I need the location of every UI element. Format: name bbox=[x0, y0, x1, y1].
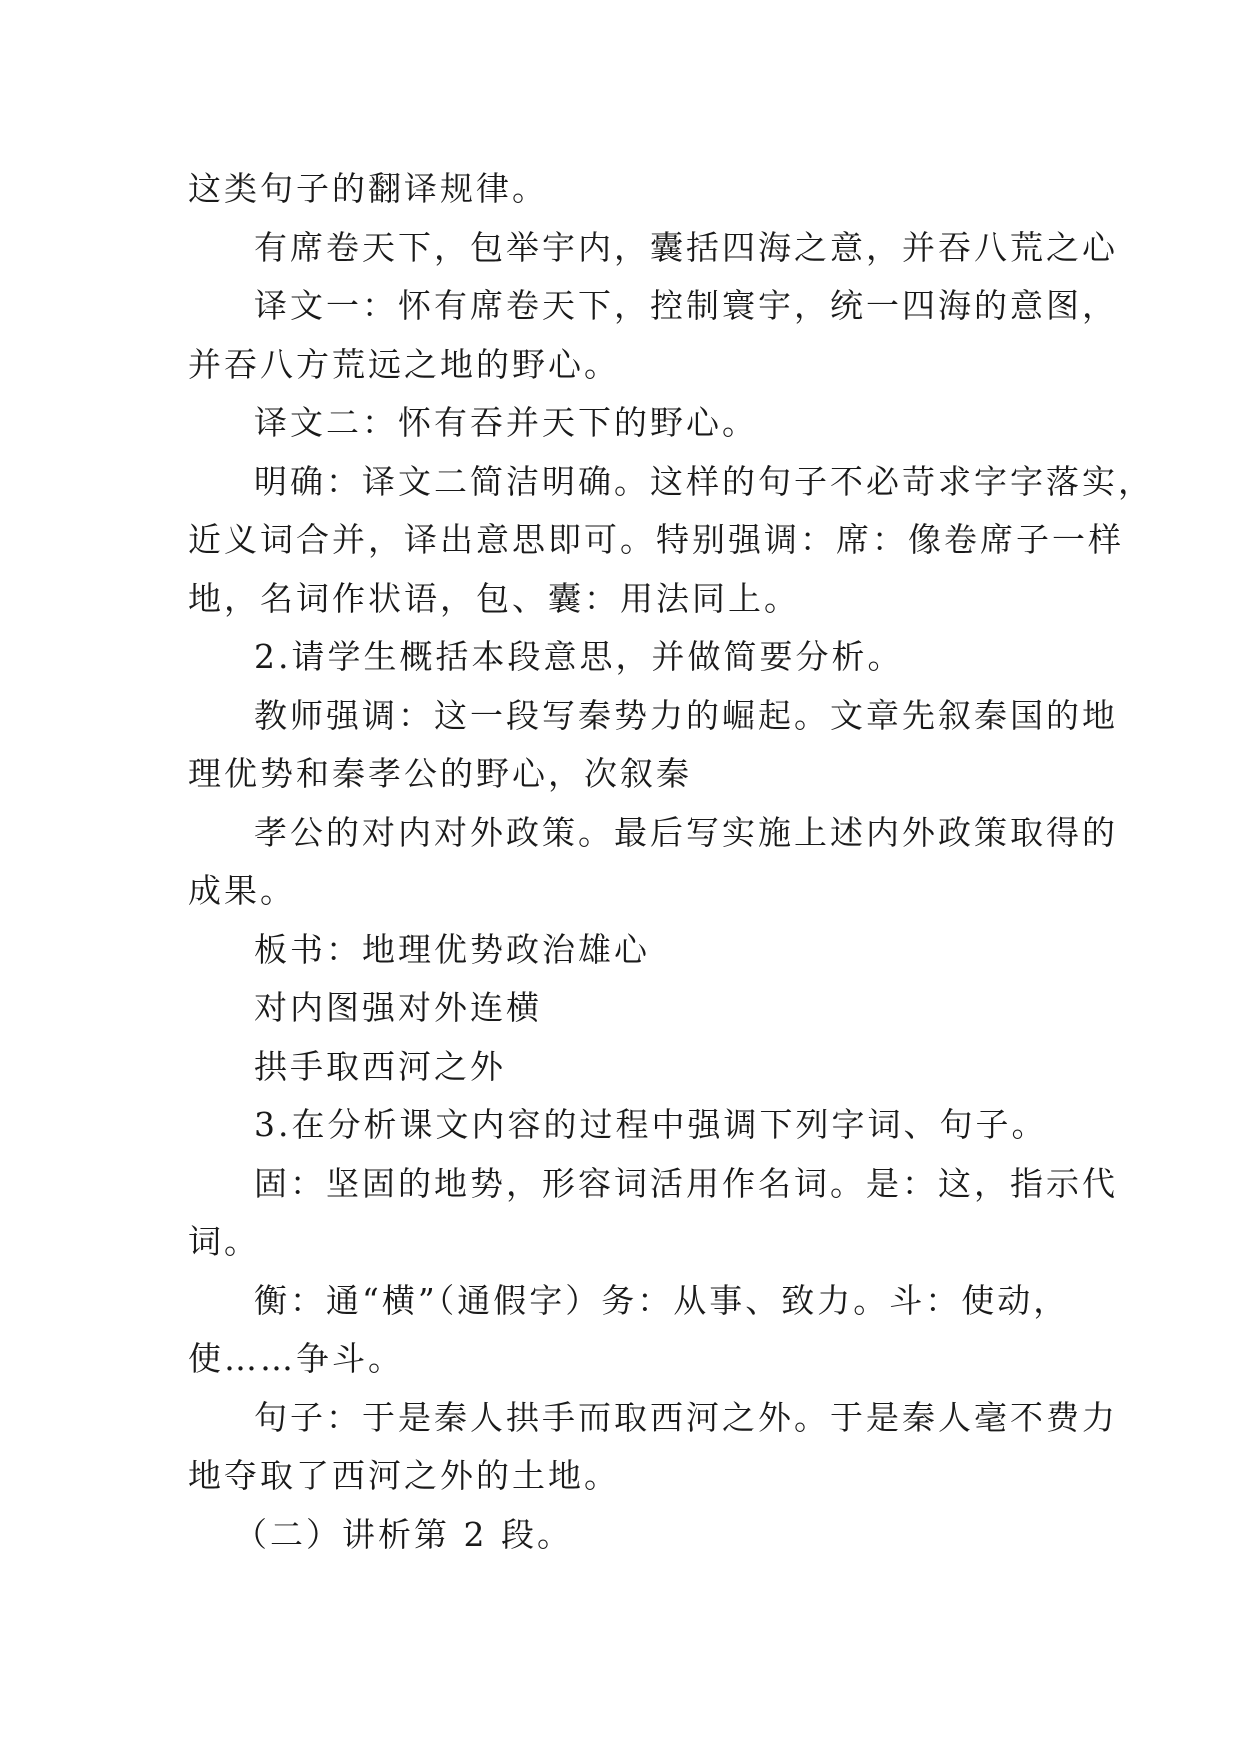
text-line: 孝公的对内对外政策。最后写实施上述内外政策取得的 bbox=[254, 812, 1118, 852]
text-line: 地夺取了西河之外的土地。 bbox=[188, 1456, 620, 1495]
text-line: 板书：地理优势政治雄心 bbox=[254, 929, 650, 969]
text-line: 近义词合并，译出意思即可。特别强调：席：像卷席子一样 bbox=[188, 520, 1124, 559]
text-line: 衡：通“横”（通假字）务：从事、致力。斗：使动， bbox=[254, 1280, 1070, 1320]
text-line: 使……争斗。 bbox=[188, 1339, 404, 1378]
text-line: 2.请学生概括本段意思，并做简要分析。 bbox=[254, 637, 904, 676]
section-heading: （二）讲析第 2 段。 bbox=[234, 1514, 573, 1554]
text-line: 词。 bbox=[188, 1222, 260, 1261]
text-line: 有席卷天下，包举宇内，囊括四海之意，并吞八荒之心 bbox=[254, 227, 1118, 267]
document-body bbox=[188, 160, 1154, 1564]
text-line: 译文二：怀有吞并天下的野心。 bbox=[254, 403, 758, 442]
text-line: 句子：于是秦人拱手而取西河之外。于是秦人毫不费力 bbox=[254, 1397, 1118, 1437]
text-line: 对内图强对外连横 bbox=[254, 988, 542, 1027]
text-line: 教师强调：这一段写秦势力的崛起。文章先叙秦国的地 bbox=[254, 695, 1118, 735]
text-line: 译文一：怀有席卷天下，控制寰宇，统一四海的意图， bbox=[254, 286, 1118, 325]
text-line: 3.在分析课文内容的过程中强调下列字词、句子。 bbox=[254, 1105, 1048, 1144]
text-line: 明确：译文二简洁明确。这样的句子不必苛求字字落实， bbox=[254, 461, 1154, 501]
text-line: 固：坚固的地势，形容词活用作名词。是：这，指示代 bbox=[254, 1163, 1118, 1203]
text-line: 拱手取西河之外 bbox=[254, 1046, 506, 1086]
text-line: 地，名词作状语，包、囊：用法同上。 bbox=[188, 578, 800, 618]
text-line: 并吞八方荒远之地的野心。 bbox=[188, 344, 620, 384]
text-line: 理优势和秦孝公的野心，次叙秦 bbox=[188, 754, 692, 793]
text-line: 成果。 bbox=[188, 871, 296, 910]
text-line: 这类句子的翻译规律。 bbox=[188, 169, 548, 208]
